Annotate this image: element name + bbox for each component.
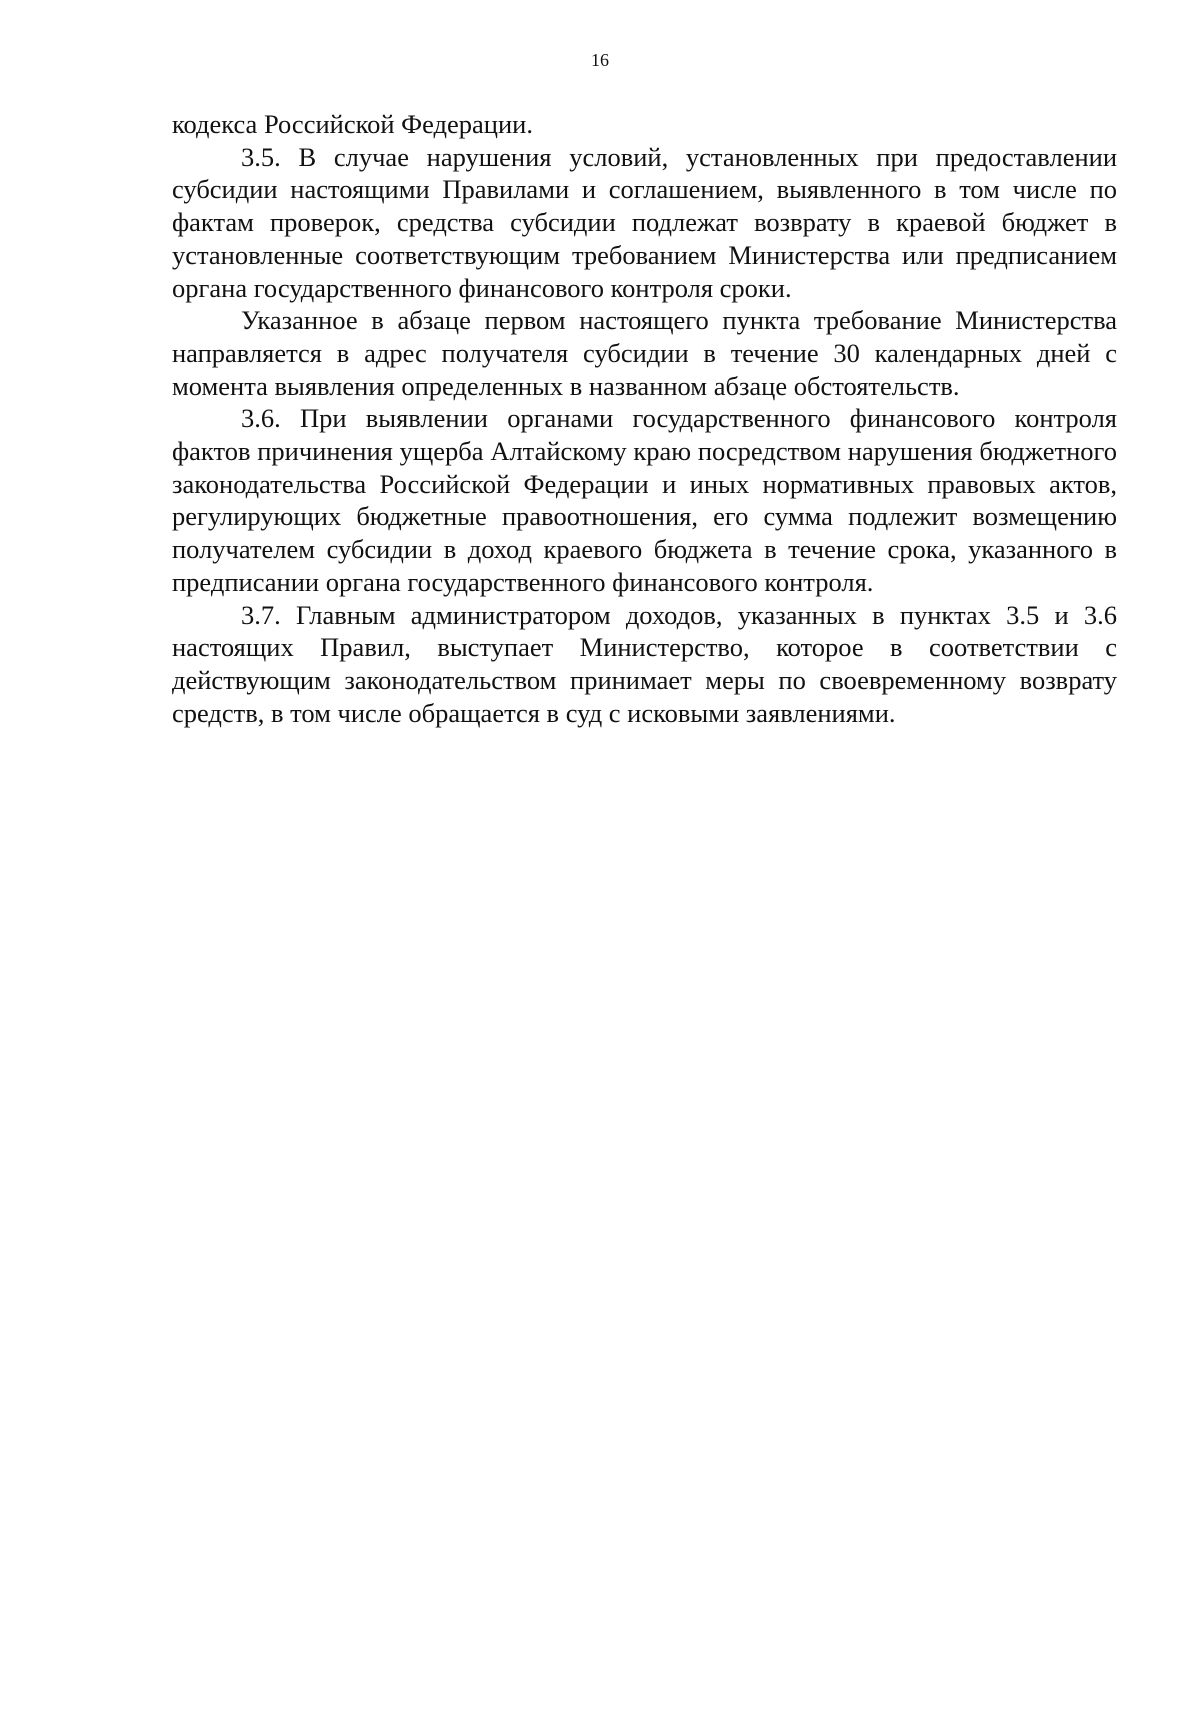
paragraph-3-6: 3.6. При выявлении органами государственного финансового контроля фактов причинения ущерба Алтайскому краю посредством нарушения бюджетного законодательства Российской Федерации и иных нормативных правовых актов, регулирующих бюджетные правоотношения, его сумма подлежит возмещению получателем субсидии в доход краевого бюджета в течение срока, указанного в предписании органа государственного финансового контроля.	[172, 403, 1117, 597]
page-number: 16	[591, 50, 609, 70]
paragraph-3-5-second: Указанное в абзаце первом настоящего пункта требование Министерства направляется в адрес получателя субсидии в течение 30 календарных дней с момента выявления определенных в названном абзаце обстоятельств.	[172, 305, 1117, 401]
paragraph-continuation: кодекса Российской Федерации.	[172, 109, 533, 139]
paragraph-3-7: 3.7. Главным администратором доходов, указанных в пунктах 3.5 и 3.6 настоящих Правил, выступает Министерство, которое в соответствии с действующим законодательством принимает меры по своевременному возврату средств, в том числе обращается в суд с исковыми заявлениями.	[172, 599, 1117, 728]
document-body	[172, 108, 1117, 729]
paragraph-3-5: 3.5. В случае нарушения условий, установленных при предоставлении субсидии настоящими Правилами и соглашением, выявленного в том числе по фактам проверок, средства субсидии подлежат возврату в краевой бюджет в установленные соответствующим требованием Министерства или предписанием органа государственного финансового контроля сроки.	[172, 141, 1117, 303]
